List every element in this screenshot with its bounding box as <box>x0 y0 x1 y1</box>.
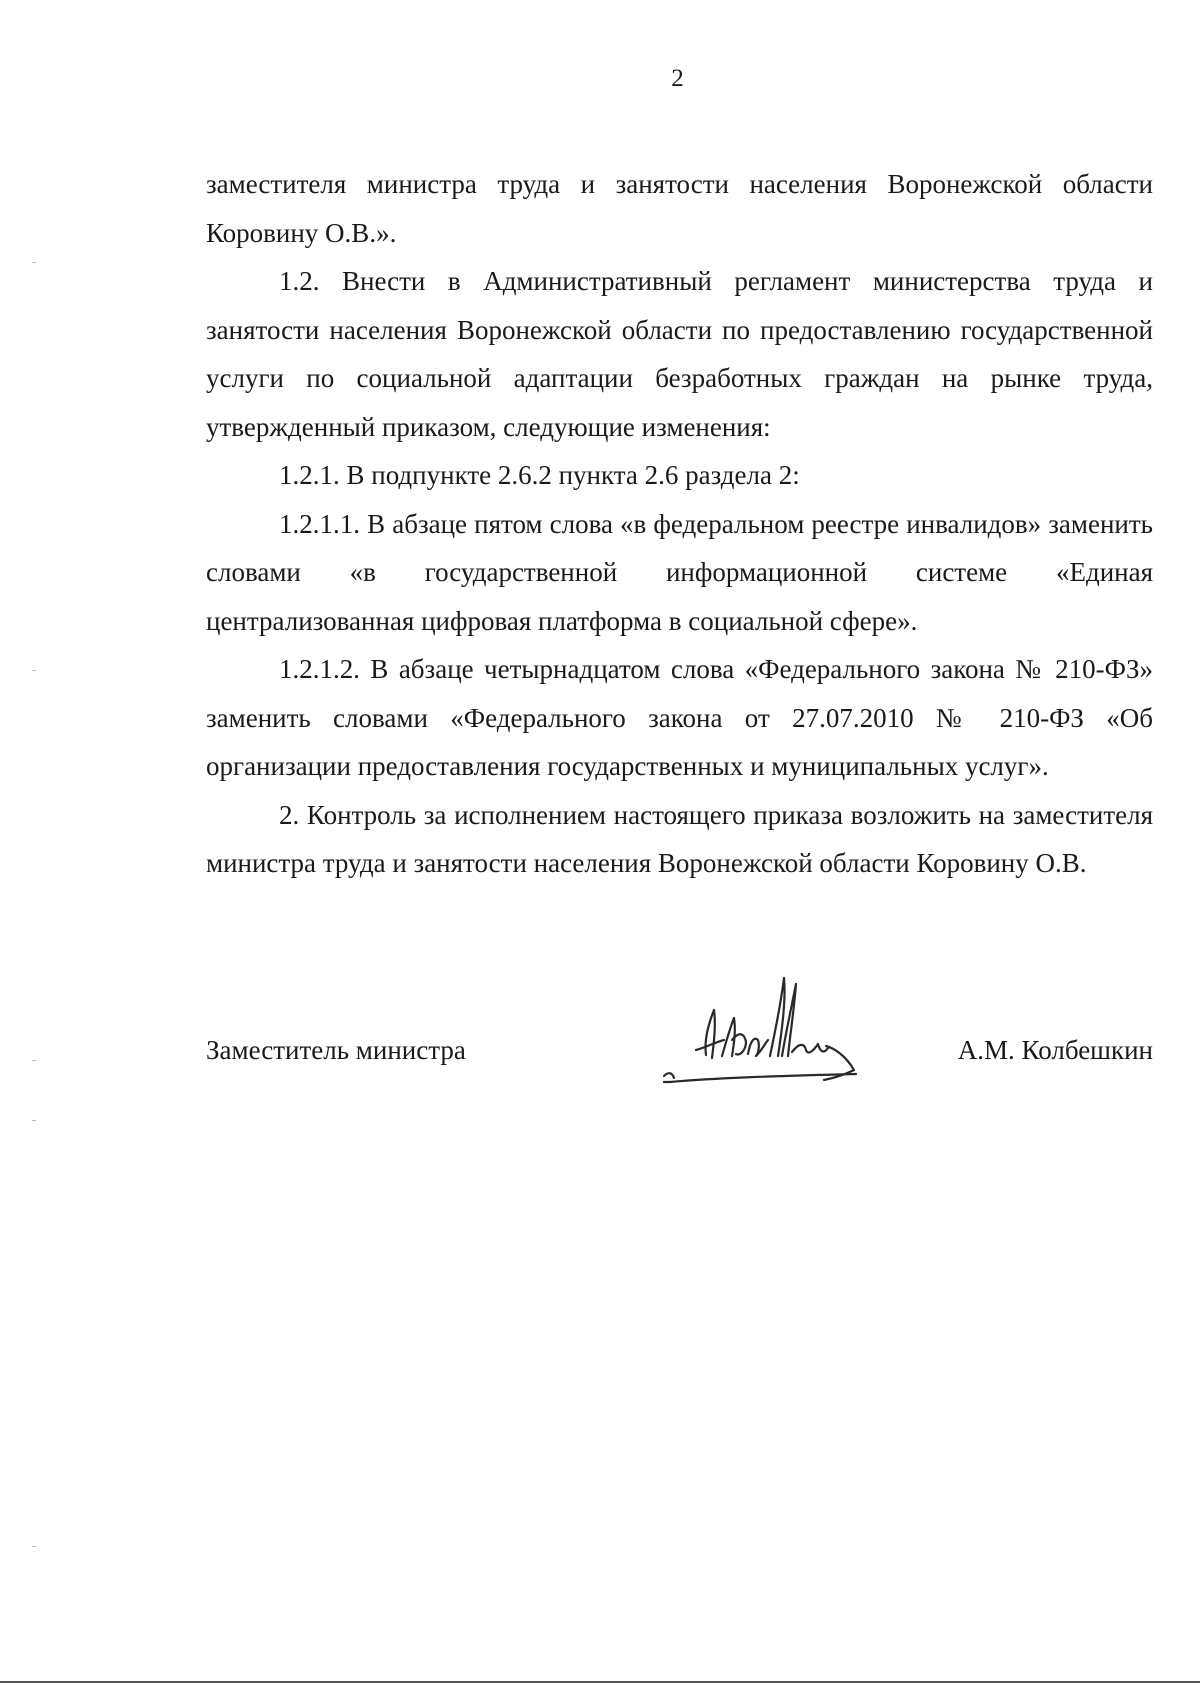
document-body <box>206 160 1153 888</box>
signatory-name: А.М. Колбешкин <box>957 1035 1153 1065</box>
paragraph-item-1-2-1-1: 1.2.1.1. В абзаце пятом слова «в федеральном реестре инвалидов» заменить словами «в государственной информационной системе «Единая централизованная цифровая платформа в социальной сфере». <box>206 508 1153 636</box>
scan-margin-mark <box>32 1546 36 1547</box>
scan-margin-mark <box>32 670 36 671</box>
page-number: 2 <box>671 65 684 92</box>
scan-margin-mark <box>32 1120 36 1121</box>
scan-margin-mark <box>32 1060 36 1061</box>
signatory-title: Заместитель министра <box>206 1035 466 1065</box>
handwritten-signature <box>634 970 874 1095</box>
scan-bottom-edge <box>0 1681 1200 1683</box>
paragraph-item-1-2-1-2: 1.2.1.2. В абзаце четырнадцатом слова «Федерального закона № 210-ФЗ» заменить словами «Федерального закона от 27.07.2010 № 210-ФЗ «Об организации предоставления государственных и муниципальных услуг». <box>206 654 1153 781</box>
paragraph-item-1-2: 1.2. Внести в Административный регламент министерства труда и занятости населения Воронежской области по предоставлению государственной услуги по социальной адаптации безработных граждан на рынке труда, утвержденный приказом, следующие изменения: <box>206 266 1153 442</box>
signature-block <box>206 1020 1153 1080</box>
paragraph-continuation: заместителя министра труда и занятости населения Воронежской области Коровину О.В.». <box>206 169 1153 248</box>
scan-margin-mark <box>32 262 36 263</box>
paragraph-item-1-2-1: 1.2.1. В подпункте 2.6.2 пункта 2.6 раздела 2: <box>279 460 800 490</box>
paragraph-item-2: 2. Контроль за исполнением настоящего приказа возложить на заместителя министра труда и занятости населения Воронежской области Коровину О.В. <box>206 799 1153 878</box>
